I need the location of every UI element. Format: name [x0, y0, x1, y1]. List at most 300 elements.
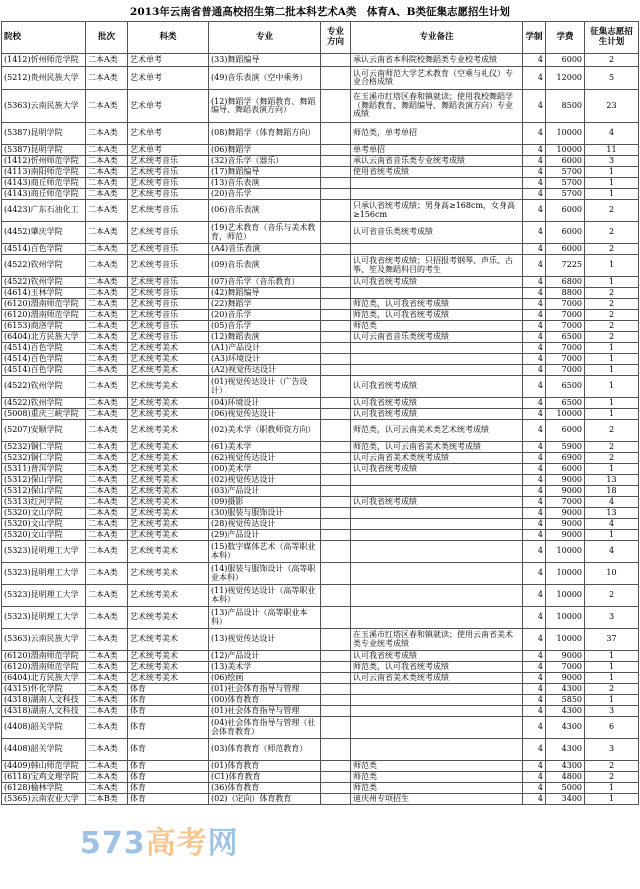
- cell-quota: 1: [585, 365, 639, 376]
- cell-quota: 2: [585, 244, 639, 255]
- cell-major: (08)舞蹈学（体育舞蹈方向）: [209, 123, 321, 145]
- cell-batch: 二本A类: [86, 354, 128, 365]
- cell-direction: [321, 541, 351, 563]
- table-row: [2, 717, 639, 739]
- cell-remarks: 师范类: [351, 321, 523, 332]
- cell-years: 4: [523, 54, 546, 67]
- cell-tuition: 5850: [546, 695, 585, 706]
- cell-school: (5323)昆明理工大学: [2, 541, 86, 563]
- cell-quota: 1: [585, 464, 639, 475]
- cell-batch: 二本A类: [86, 772, 128, 783]
- col-header-quota: 征集志愿招生计划: [585, 22, 639, 54]
- col-header-batch: 批次: [86, 22, 128, 54]
- cell-category: 艺术统考音乐: [128, 332, 209, 343]
- cell-batch: 二本A类: [86, 497, 128, 508]
- cell-school: (4514)百色学院: [2, 354, 86, 365]
- cell-category: 艺术统考音乐: [128, 288, 209, 299]
- cell-batch: 二本A类: [86, 563, 128, 585]
- cell-batch: 二本A类: [86, 310, 128, 321]
- cell-category: 体育: [128, 739, 209, 761]
- cell-quota: 3: [585, 156, 639, 167]
- cell-years: 4: [523, 200, 546, 222]
- table-row: [2, 255, 639, 277]
- cell-years: 4: [523, 508, 546, 519]
- cell-major: (62)视觉传达设计: [209, 453, 321, 464]
- table-row: [2, 695, 639, 706]
- cell-remarks: 认可云南省美术类统考成绩: [351, 673, 523, 684]
- cell-tuition: 6000: [546, 156, 585, 167]
- cell-school: (4522)钦州学院: [2, 376, 86, 398]
- cell-years: 4: [523, 90, 546, 123]
- cell-batch: 二本A类: [86, 629, 128, 651]
- cell-direction: [321, 288, 351, 299]
- cell-remarks: 认可省音乐类统考成绩: [351, 222, 523, 244]
- cell-tuition: 5700: [546, 189, 585, 200]
- cell-remarks: [351, 475, 523, 486]
- cell-remarks: 师范类，认可我省统考成绩: [351, 310, 523, 321]
- cell-years: 4: [523, 519, 546, 530]
- cell-remarks: 师范类，单考单招: [351, 123, 523, 145]
- cell-category: 艺术统考美术: [128, 563, 209, 585]
- cell-remarks: [351, 189, 523, 200]
- cell-school: (5363)云南民族大学: [2, 90, 86, 123]
- cell-tuition: 4300: [546, 706, 585, 717]
- cell-quota: 3: [585, 739, 639, 761]
- cell-category: 体育: [128, 761, 209, 772]
- cell-major: (04)社会体育指导与管理（社会体育教育）: [209, 717, 321, 739]
- cell-direction: [321, 90, 351, 123]
- table-row: [2, 497, 639, 508]
- cell-major: (61)美术学: [209, 442, 321, 453]
- cell-category: 艺术统考美术: [128, 651, 209, 662]
- cell-school: (1412)忻州师范学院: [2, 156, 86, 167]
- cell-years: 4: [523, 783, 546, 794]
- cell-school: (5363)云南民族大学: [2, 629, 86, 651]
- cell-tuition: 9000: [546, 651, 585, 662]
- cell-direction: [321, 321, 351, 332]
- cell-batch: 二本A类: [86, 519, 128, 530]
- cell-batch: 二本A类: [86, 288, 128, 299]
- cell-category: 艺术单考: [128, 145, 209, 156]
- cell-school: (6120)渭南师范学院: [2, 651, 86, 662]
- cell-major: (01)社会体育指导与管理: [209, 706, 321, 717]
- cell-batch: 二本A类: [86, 255, 128, 277]
- cell-category: 艺术统考音乐: [128, 189, 209, 200]
- table-row: [2, 67, 639, 90]
- cell-category: 体育: [128, 706, 209, 717]
- cell-school: (5320)文山学院: [2, 508, 86, 519]
- table-row: [2, 343, 639, 354]
- cell-tuition: 4300: [546, 717, 585, 739]
- cell-tuition: 10000: [546, 541, 585, 563]
- cell-tuition: 7225: [546, 255, 585, 277]
- table-row: [2, 651, 639, 662]
- cell-category: 艺术统考美术: [128, 519, 209, 530]
- cell-category: 艺术统考美术: [128, 508, 209, 519]
- cell-category: 艺术统考美术: [128, 343, 209, 354]
- cell-quota: 1: [585, 376, 639, 398]
- cell-tuition: 6000: [546, 420, 585, 442]
- cell-category: 艺术统考美术: [128, 453, 209, 464]
- cell-remarks: [351, 585, 523, 607]
- cell-years: 4: [523, 629, 546, 651]
- cell-tuition: 9000: [546, 508, 585, 519]
- table-row: [2, 662, 639, 673]
- cell-remarks: 师范类，认可云南美术类艺术统考成绩: [351, 420, 523, 442]
- table-row: [2, 541, 639, 563]
- cell-category: 艺术统考音乐: [128, 255, 209, 277]
- col-header-category: 科类: [128, 22, 209, 54]
- cell-years: 4: [523, 662, 546, 673]
- cell-quota: 1: [585, 343, 639, 354]
- cell-quota: 2: [585, 585, 639, 607]
- cell-major: (00)体育教育: [209, 695, 321, 706]
- table-row: [2, 761, 639, 772]
- cell-tuition: 6500: [546, 398, 585, 409]
- cell-batch: 二本A类: [86, 376, 128, 398]
- cell-quota: 1: [585, 695, 639, 706]
- table-row: [2, 277, 639, 288]
- cell-quota: 6: [585, 717, 639, 739]
- table-row: [2, 178, 639, 189]
- cell-years: 4: [523, 739, 546, 761]
- cell-school: (5311)普洱学院: [2, 464, 86, 475]
- cell-quota: 13: [585, 475, 639, 486]
- cell-school: (6118)宝鸡文理学院: [2, 772, 86, 783]
- cell-remarks: 认可我省统考成绩: [351, 409, 523, 420]
- cell-category: 艺术统考美术: [128, 497, 209, 508]
- cell-major: (49)音乐表演（空中乘务）: [209, 67, 321, 90]
- cell-tuition: 7000: [546, 343, 585, 354]
- cell-major: (03)产品设计: [209, 486, 321, 497]
- cell-years: 4: [523, 409, 546, 420]
- cell-remarks: [351, 695, 523, 706]
- cell-tuition: 6800: [546, 277, 585, 288]
- cell-quota: 1: [585, 651, 639, 662]
- cell-years: 4: [523, 244, 546, 255]
- cell-remarks: 迪庆州专项招生: [351, 794, 523, 805]
- cell-direction: [321, 464, 351, 475]
- cell-years: 4: [523, 453, 546, 464]
- table-row: [2, 299, 639, 310]
- cell-direction: [321, 178, 351, 189]
- cell-major: (13)美术学: [209, 662, 321, 673]
- cell-direction: [321, 453, 351, 464]
- cell-school: (5323)昆明理工大学: [2, 563, 86, 585]
- table-row: [2, 244, 639, 255]
- cell-major: (28)视觉传达设计: [209, 519, 321, 530]
- cell-tuition: 3400: [546, 794, 585, 805]
- cell-remarks: [351, 684, 523, 695]
- cell-years: 4: [523, 684, 546, 695]
- cell-school: (5232)铜仁学院: [2, 442, 86, 453]
- cell-tuition: 10000: [546, 145, 585, 156]
- cell-remarks: 只承认省统考成绩；男身高≥168cm，女身高≥156cm: [351, 200, 523, 222]
- table-row: [2, 222, 639, 244]
- cell-direction: [321, 145, 351, 156]
- cell-years: 4: [523, 365, 546, 376]
- cell-batch: 二本A类: [86, 332, 128, 343]
- cell-major: (05)音乐学: [209, 321, 321, 332]
- cell-category: 艺术统考美术: [128, 475, 209, 486]
- cell-remarks: [351, 530, 523, 541]
- cell-major: (15)数字媒体艺术（高等职业本科）: [209, 541, 321, 563]
- cell-major: (36)体育教育: [209, 783, 321, 794]
- cell-years: 4: [523, 794, 546, 805]
- cell-tuition: 12000: [546, 67, 585, 90]
- cell-major: (19)艺术教育（音乐与美术教育，师范）: [209, 222, 321, 244]
- cell-quota: 2: [585, 442, 639, 453]
- cell-batch: 二本A类: [86, 222, 128, 244]
- table-row: [2, 54, 639, 67]
- cell-category: 艺术统考音乐: [128, 200, 209, 222]
- cell-batch: 二本A类: [86, 343, 128, 354]
- cell-quota: 4: [585, 123, 639, 145]
- cell-direction: [321, 310, 351, 321]
- cell-direction: [321, 486, 351, 497]
- cell-tuition: 9000: [546, 530, 585, 541]
- cell-category: 艺术统考美术: [128, 420, 209, 442]
- cell-years: 4: [523, 486, 546, 497]
- cell-batch: 二本A类: [86, 706, 128, 717]
- cell-quota: 2: [585, 54, 639, 67]
- cell-school: (6120)渭南师范学院: [2, 310, 86, 321]
- cell-school: (5365)云南农业大学: [2, 794, 86, 805]
- cell-tuition: 5000: [546, 783, 585, 794]
- cell-quota: 2: [585, 772, 639, 783]
- cell-batch: 二本A类: [86, 761, 128, 772]
- cell-years: 4: [523, 145, 546, 156]
- cell-remarks: 认可云南师范大学艺术教育（空乘与礼仪）专业合格成绩: [351, 67, 523, 90]
- cell-direction: [321, 277, 351, 288]
- cell-quota: 1: [585, 354, 639, 365]
- table-row: [2, 519, 639, 530]
- cell-quota: 1: [585, 662, 639, 673]
- cell-major: (06)绘画: [209, 673, 321, 684]
- cell-direction: [321, 563, 351, 585]
- cell-quota: 1: [585, 783, 639, 794]
- cell-school: (5312)保山学院: [2, 475, 86, 486]
- table-row: [2, 376, 639, 398]
- cell-years: 4: [523, 299, 546, 310]
- col-header-major: 专业: [209, 22, 321, 54]
- col-header-remarks: 专业备注: [351, 22, 523, 54]
- cell-category: 艺术统考美术: [128, 541, 209, 563]
- cell-tuition: 6000: [546, 54, 585, 67]
- cell-remarks: 认可我省统考成绩: [351, 651, 523, 662]
- cell-major: (20)音乐学: [209, 189, 321, 200]
- cell-remarks: 认可我省统考成绩: [351, 464, 523, 475]
- cell-remarks: [351, 486, 523, 497]
- cell-major: (33)舞蹈编导: [209, 54, 321, 67]
- cell-remarks: 认可云南省美术类统考成绩: [351, 453, 523, 464]
- cell-years: 4: [523, 288, 546, 299]
- cell-category: 艺术统考美术: [128, 530, 209, 541]
- cell-school: (6153)商洛学院: [2, 321, 86, 332]
- cell-school: (4522)钦州学院: [2, 255, 86, 277]
- cell-tuition: 10000: [546, 629, 585, 651]
- col-header-years: 学制: [523, 22, 546, 54]
- cell-major: (42)舞蹈编导: [209, 288, 321, 299]
- cell-batch: 二本A类: [86, 67, 128, 90]
- cell-school: (6404)北方民族大学: [2, 332, 86, 343]
- cell-quota: 1: [585, 794, 639, 805]
- cell-major: (29)产品设计: [209, 530, 321, 541]
- cell-direction: [321, 343, 351, 354]
- cell-quota: 2: [585, 761, 639, 772]
- table-row: [2, 607, 639, 629]
- cell-school: (5320)文山学院: [2, 530, 86, 541]
- cell-batch: 二本A类: [86, 662, 128, 673]
- cell-category: 艺术统考美术: [128, 585, 209, 607]
- cell-category: 艺术统考美术: [128, 365, 209, 376]
- cell-remarks: 认可我省统考成绩；只招报考钢琴、声乐、古筝、笙及舞蹈科目的考生: [351, 255, 523, 277]
- cell-direction: [321, 508, 351, 519]
- cell-years: 4: [523, 442, 546, 453]
- col-header-tuition: 学费: [546, 22, 585, 54]
- cell-major: (01)体育教育: [209, 761, 321, 772]
- cell-batch: 二本A类: [86, 398, 128, 409]
- cell-school: (6128)榆林学院: [2, 783, 86, 794]
- cell-batch: 二本A类: [86, 464, 128, 475]
- cell-tuition: 5900: [546, 442, 585, 453]
- cell-quota: 11: [585, 145, 639, 156]
- cell-category: 体育: [128, 684, 209, 695]
- cell-category: 艺术统考美术: [128, 464, 209, 475]
- cell-major: (03)体育教育（师范教育）: [209, 739, 321, 761]
- cell-school: (4318)湖南人文科技: [2, 695, 86, 706]
- cell-major: (00)美术学: [209, 464, 321, 475]
- cell-years: 4: [523, 156, 546, 167]
- cell-batch: 二本A类: [86, 453, 128, 464]
- cell-major: (12)产品设计: [209, 651, 321, 662]
- table-row: [2, 475, 639, 486]
- cell-remarks: 认可我省统考成绩: [351, 277, 523, 288]
- cell-batch: 二本A类: [86, 717, 128, 739]
- cell-years: 4: [523, 178, 546, 189]
- cell-tuition: 9000: [546, 519, 585, 530]
- cell-direction: [321, 332, 351, 343]
- cell-direction: [321, 717, 351, 739]
- cell-category: 艺术统考音乐: [128, 178, 209, 189]
- cell-remarks: 认可云南省音乐类统考成绩: [351, 332, 523, 343]
- cell-quota: 2: [585, 200, 639, 222]
- cell-tuition: 9000: [546, 486, 585, 497]
- cell-direction: [321, 354, 351, 365]
- cell-direction: [321, 783, 351, 794]
- table-row: [2, 563, 639, 585]
- cell-category: 艺术单考: [128, 67, 209, 90]
- cell-quota: 2: [585, 453, 639, 464]
- table-row: [2, 585, 639, 607]
- cell-major: (09)音乐表演: [209, 255, 321, 277]
- table-row: [2, 365, 639, 376]
- cell-school: (4522)钦州学院: [2, 277, 86, 288]
- cell-major: (13)产品设计（高等职业本科）: [209, 607, 321, 629]
- cell-batch: 二本A类: [86, 585, 128, 607]
- cell-batch: 二本A类: [86, 123, 128, 145]
- cell-tuition: 7000: [546, 354, 585, 365]
- cell-school: (4423)广东石油化工: [2, 200, 86, 222]
- table-row: [2, 310, 639, 321]
- cell-remarks: [351, 244, 523, 255]
- cell-major: (20)音乐学: [209, 310, 321, 321]
- cell-category: 艺术统考美术: [128, 629, 209, 651]
- cell-direction: [321, 156, 351, 167]
- cell-quota: 1: [585, 255, 639, 277]
- cell-quota: 1: [585, 178, 639, 189]
- cell-major: (17)舞蹈编导: [209, 167, 321, 178]
- cell-school: (5323)昆明理工大学: [2, 607, 86, 629]
- table-row: [2, 783, 639, 794]
- cell-category: 体育: [128, 783, 209, 794]
- cell-major: (02)视觉传达设计: [209, 475, 321, 486]
- cell-quota: 37: [585, 629, 639, 651]
- cell-years: 4: [523, 717, 546, 739]
- cell-batch: 二本A类: [86, 475, 128, 486]
- cell-tuition: 6500: [546, 332, 585, 343]
- cell-school: (4113)南阳师范学院: [2, 167, 86, 178]
- cell-remarks: [351, 519, 523, 530]
- cell-school: (4315)怀化学院: [2, 684, 86, 695]
- table-row: [2, 156, 639, 167]
- cell-remarks: [351, 365, 523, 376]
- cell-direction: [321, 244, 351, 255]
- cell-school: (1412)忻州师范学院: [2, 54, 86, 67]
- cell-remarks: 师范类，认可我省统考成绩: [351, 299, 523, 310]
- cell-school: (5387)昆明学院: [2, 123, 86, 145]
- cell-batch: 二本A类: [86, 684, 128, 695]
- cell-years: 4: [523, 277, 546, 288]
- table-row: [2, 332, 639, 343]
- cell-direction: [321, 475, 351, 486]
- cell-batch: 二本B类: [86, 794, 128, 805]
- cell-batch: 二本A类: [86, 299, 128, 310]
- cell-tuition: 7000: [546, 497, 585, 508]
- cell-batch: 二本A类: [86, 541, 128, 563]
- cell-direction: [321, 167, 351, 178]
- cell-tuition: 4800: [546, 772, 585, 783]
- cell-years: 4: [523, 761, 546, 772]
- cell-major: (11)视觉传达设计（高等职业本科）: [209, 585, 321, 607]
- cell-direction: [321, 695, 351, 706]
- cell-major: (02)美术学（职教师资方向）: [209, 420, 321, 442]
- cell-direction: [321, 54, 351, 67]
- cell-major: (06)舞蹈学: [209, 145, 321, 156]
- cell-school: (4408)韶关学院: [2, 717, 86, 739]
- cell-category: 艺术统考音乐: [128, 167, 209, 178]
- cell-remarks: [351, 563, 523, 585]
- cell-batch: 二本A类: [86, 200, 128, 222]
- cell-remarks: [351, 541, 523, 563]
- cell-remarks: 师范类: [351, 761, 523, 772]
- table-row: [2, 145, 639, 156]
- cell-direction: [321, 365, 351, 376]
- cell-batch: 二本A类: [86, 607, 128, 629]
- cell-major: (22)舞蹈学: [209, 299, 321, 310]
- cell-batch: 二本A类: [86, 508, 128, 519]
- cell-direction: [321, 409, 351, 420]
- cell-remarks: 单考单招: [351, 145, 523, 156]
- cell-category: 艺术统考音乐: [128, 321, 209, 332]
- cell-direction: [321, 585, 351, 607]
- cell-batch: 二本A类: [86, 277, 128, 288]
- cell-quota: 1: [585, 673, 639, 684]
- cell-direction: [321, 530, 351, 541]
- cell-direction: [321, 651, 351, 662]
- cell-school: (6120)渭南师范学院: [2, 299, 86, 310]
- table-row: [2, 189, 639, 200]
